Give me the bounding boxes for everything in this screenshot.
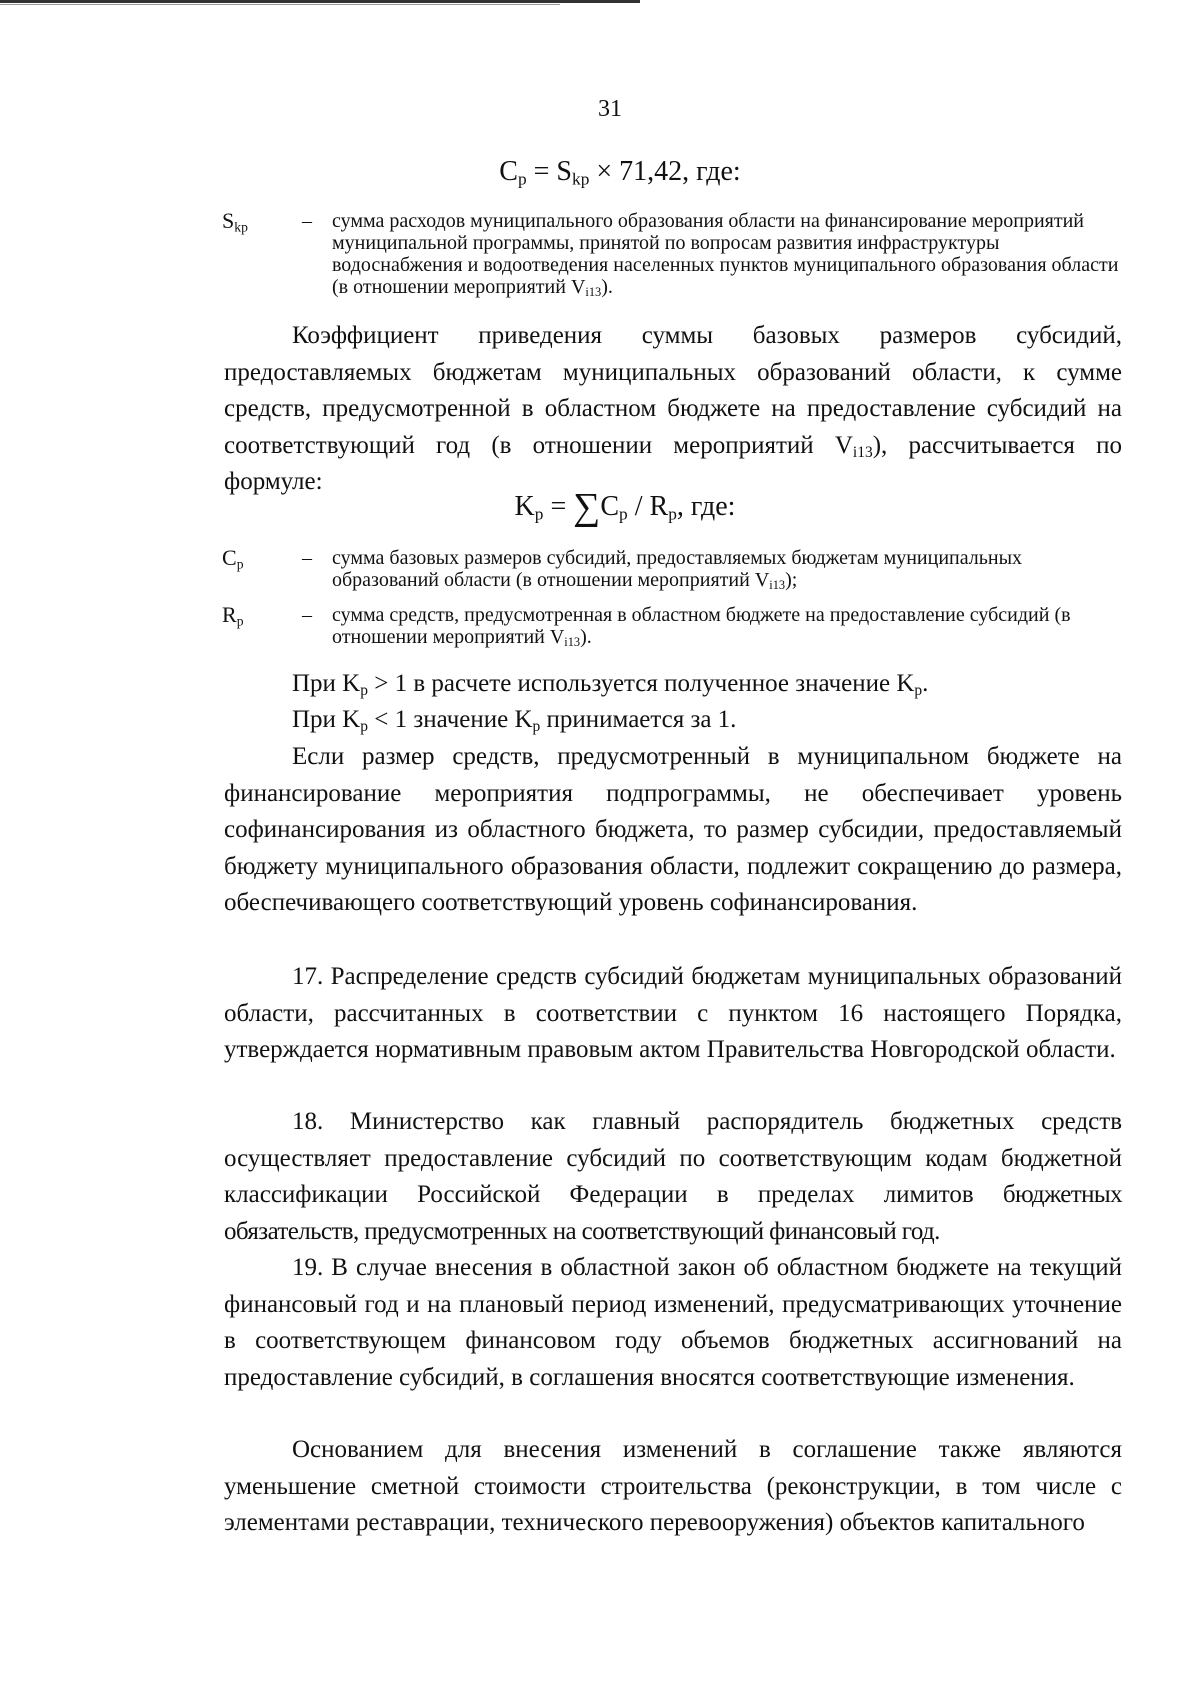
formula-kp: $K_p = \sum C_p / R_p$, где: (514, 486, 736, 528)
definition-dash: – (302, 547, 312, 569)
formula-cp-lhs: C (499, 156, 518, 187)
paragraph-cofinancing: Если размер средств, предусмотренный в муниципальном бюджете на финансирование мероприятия подпрограммы, не обеспечивает уровень софинансирования из областного бюджета, то размер субсидии, предоставляемый бюджету муниципального образования области, подлежит сокращению до размера, обеспечивающего соответствующий уровень софинансирования. (224, 743, 1122, 916)
definition-skp-symbol: $S_{kp}$ (222, 208, 248, 235)
paragraph-item-17: 17. Распределение средств субсидий бюджетам муниципальных образований области, рассчитанных в соответствии с пунктом 16 настоящего Порядка, утверждается нормативным правовым актом Правительства Новгородской области. (224, 963, 1122, 1063)
scan-edge-line-thin (0, 4, 560, 5)
definition-cp (222, 547, 1122, 591)
formula-cp-rest: × 71,42, где: (589, 156, 741, 187)
scan-edge-line (0, 0, 640, 3)
paragraph-item-18: 18. Министерство как главный распорядитель бюджетных средств осуществляет предоставление субсидий по соответствующим кодам бюджетной классификации Российской Федерации в пределах лимитов бюджетных обязательств, предусмотренных на соответствующий финансовый год. (224, 1108, 1122, 1245)
page-number: 31 (598, 96, 622, 122)
paragraph-grounds-for-changes: Основанием для внесения изменений в соглашение также являются уменьшение сметной стоимости строительства (реконструкции, в том числе с элементами реставрации, технического перевооружения) объектов капитального (224, 1436, 1122, 1536)
definition-rp-symbol: $R_p$ (222, 602, 244, 629)
condition-kp-less: При $K_p < 1$ значение $K_p$ принимается за 1. (292, 706, 737, 735)
formula-cp-s-sub: kp (572, 169, 590, 189)
paragraph-item-19: 19. В случае внесения в областной закон об областном бюджете на текущий финансовый год и на плановый период изменений, предусматривающих уточнение в соответствующем финансовом году объемов бюджетных ассигнований на предоставление субсидий, в соглашения вносятся соответствующие изменения. (224, 1254, 1122, 1391)
definition-skp (222, 210, 1122, 298)
definition-dash: – (302, 604, 312, 626)
paragraph-coefficient: Коэффициент приведения суммы базовых размеров субсидий, предоставляемых бюджетам муниципальных образований области, к сумме средств, предусмотренной в областном бюджете на предоставление субсидий на соответствующий год (в отношении мероприятий $V_{i13}$), рассчитывается по формуле: (224, 322, 1122, 495)
definition-cp-symbol: $C_p$ (222, 545, 244, 572)
definition-cp-text: сумма базовых размеров субсидий, предоставляемых бюджетам муниципальных образований области (в отношении мероприятий $V_{i13}$); (332, 547, 1023, 593)
definition-skp-text: сумма расходов муниципального образования области на финансирование мероприятий муниципальной программы, принятой по вопросам развития инфраструктуры водоснабжения и водоотведения населенных пунктов муниципального образования области (в отношении мероприятий $V_{i13}$). (332, 210, 1119, 300)
condition-kp-greater: При $K_p > 1$ в расчете используется полученное значение $K_p$. (292, 670, 929, 699)
formula-cp (0, 155, 1200, 189)
sigma-symbol: ∑ (573, 486, 601, 528)
formula-cp-eq: = S (526, 156, 573, 187)
definition-dash: – (302, 210, 312, 232)
definition-rp-text: сумма средств, предусмотренная в областном бюджете на предоставление субсидий (в отношении мероприятий $V_{i13}$). (332, 604, 1071, 650)
definition-rp (222, 604, 1122, 648)
formula-cp-lhs-sub: p (517, 169, 527, 189)
